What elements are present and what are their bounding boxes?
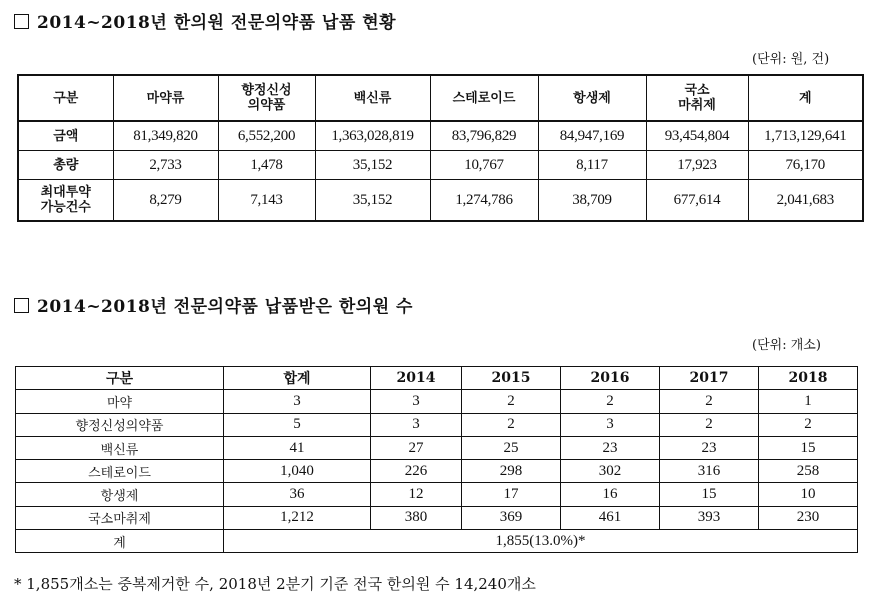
row-label: 스테로이드 — [16, 460, 224, 483]
table-cell: 226 — [371, 460, 462, 483]
table-cell: 369 — [462, 506, 561, 529]
table-cell: 35,152 — [315, 151, 430, 180]
column-header: 2015 — [462, 367, 561, 390]
supply-status-table — [17, 74, 864, 222]
table-cell: 2,733 — [113, 151, 218, 180]
table-cell: 93,454,804 — [646, 121, 748, 151]
table-cell: 3 — [371, 413, 462, 436]
table-cell: 2 — [660, 413, 759, 436]
row-label: 최대투약 가능건수 — [18, 180, 113, 222]
column-header: 스테로이드 — [430, 75, 538, 121]
table-cell: 1,363,028,819 — [315, 121, 430, 151]
table-cell: 1,212 — [224, 506, 371, 529]
table-cell: 17,923 — [646, 151, 748, 180]
column-header: 2018 — [759, 367, 858, 390]
checkbox-square-icon — [14, 14, 29, 29]
footnote: * 1,855개소는 중복제거한 수, 2018년 2분기 기준 전국 한의원 수 14,240개소 — [14, 575, 536, 593]
column-header: 2014 — [371, 367, 462, 390]
table-cell: 12 — [371, 483, 462, 506]
table-cell: 10 — [759, 483, 858, 506]
table-cell: 1 — [759, 390, 858, 413]
table-row — [16, 483, 858, 506]
table-row — [18, 151, 863, 180]
table-cell: 3 — [224, 390, 371, 413]
column-header: 구분 — [16, 367, 224, 390]
column-header: 2016 — [561, 367, 660, 390]
row-label: 항생제 — [16, 483, 224, 506]
total-row — [16, 530, 858, 553]
table-cell: 36 — [224, 483, 371, 506]
table-cell: 27 — [371, 436, 462, 459]
table-row — [18, 121, 863, 151]
table-cell: 380 — [371, 506, 462, 529]
table-cell: 1,040 — [224, 460, 371, 483]
table-cell: 84,947,169 — [538, 121, 646, 151]
total-value: 1,855(13.0%)* — [224, 530, 858, 553]
table-cell: 81,349,820 — [113, 121, 218, 151]
table-cell: 2 — [561, 390, 660, 413]
table-cell: 258 — [759, 460, 858, 483]
column-header: 국소 마취제 — [646, 75, 748, 121]
table-row — [18, 180, 863, 222]
row-label: 향정신성의약품 — [16, 413, 224, 436]
clinic-count-table — [15, 366, 858, 553]
section1-unit: (단위: 원, 건) — [752, 52, 830, 67]
table-cell: 83,796,829 — [430, 121, 538, 151]
column-header: 구분 — [18, 75, 113, 121]
column-header: 합계 — [224, 367, 371, 390]
table-cell: 2 — [660, 390, 759, 413]
table-cell: 2 — [759, 413, 858, 436]
table-row — [16, 390, 858, 413]
table-cell: 2 — [462, 390, 561, 413]
table-cell: 8,279 — [113, 180, 218, 222]
column-header: 계 — [748, 75, 863, 121]
table-row — [16, 506, 858, 529]
table-cell: 2 — [462, 413, 561, 436]
section1-title: 2014~2018년 한의원 전문의약품 납품 현황 — [14, 8, 396, 33]
table-cell: 17 — [462, 483, 561, 506]
table-cell: 6,552,200 — [218, 121, 315, 151]
table-cell: 5 — [224, 413, 371, 436]
table-cell: 25 — [462, 436, 561, 459]
table-row — [16, 436, 858, 459]
table-cell: 298 — [462, 460, 561, 483]
table-cell: 302 — [561, 460, 660, 483]
section2-unit: (단위: 개소) — [752, 338, 821, 353]
checkbox-square-icon — [14, 298, 29, 313]
table-cell: 1,713,129,641 — [748, 121, 863, 151]
header-row — [16, 367, 858, 390]
row-label: 국소마취제 — [16, 506, 224, 529]
table-cell: 23 — [561, 436, 660, 459]
table-cell: 316 — [660, 460, 759, 483]
table-cell: 16 — [561, 483, 660, 506]
table-cell: 677,614 — [646, 180, 748, 222]
table-row — [16, 413, 858, 436]
table-cell: 393 — [660, 506, 759, 529]
table-cell: 7,143 — [218, 180, 315, 222]
table-cell: 76,170 — [748, 151, 863, 180]
header-row — [18, 75, 863, 121]
table-cell: 38,709 — [538, 180, 646, 222]
table-cell: 461 — [561, 506, 660, 529]
table-cell: 8,117 — [538, 151, 646, 180]
table-cell: 10,767 — [430, 151, 538, 180]
table-cell: 230 — [759, 506, 858, 529]
row-label: 백신류 — [16, 436, 224, 459]
table-cell: 15 — [759, 436, 858, 459]
row-label: 마약 — [16, 390, 224, 413]
row-label: 금액 — [18, 121, 113, 151]
column-header: 2017 — [660, 367, 759, 390]
table-cell: 1,274,786 — [430, 180, 538, 222]
column-header: 항생제 — [538, 75, 646, 121]
column-header: 백신류 — [315, 75, 430, 121]
table-row — [16, 460, 858, 483]
column-header: 향정신성 의약품 — [218, 75, 315, 121]
table-cell: 2,041,683 — [748, 180, 863, 222]
table-cell: 23 — [660, 436, 759, 459]
column-header: 마약류 — [113, 75, 218, 121]
table-cell: 41 — [224, 436, 371, 459]
total-label: 계 — [16, 530, 224, 553]
table-cell: 35,152 — [315, 180, 430, 222]
table-cell: 15 — [660, 483, 759, 506]
section2-title: 2014~2018년 전문의약품 납품받은 한의원 수 — [14, 292, 413, 317]
table-cell: 3 — [371, 390, 462, 413]
table-cell: 3 — [561, 413, 660, 436]
row-label: 총량 — [18, 151, 113, 180]
table-cell: 1,478 — [218, 151, 315, 180]
